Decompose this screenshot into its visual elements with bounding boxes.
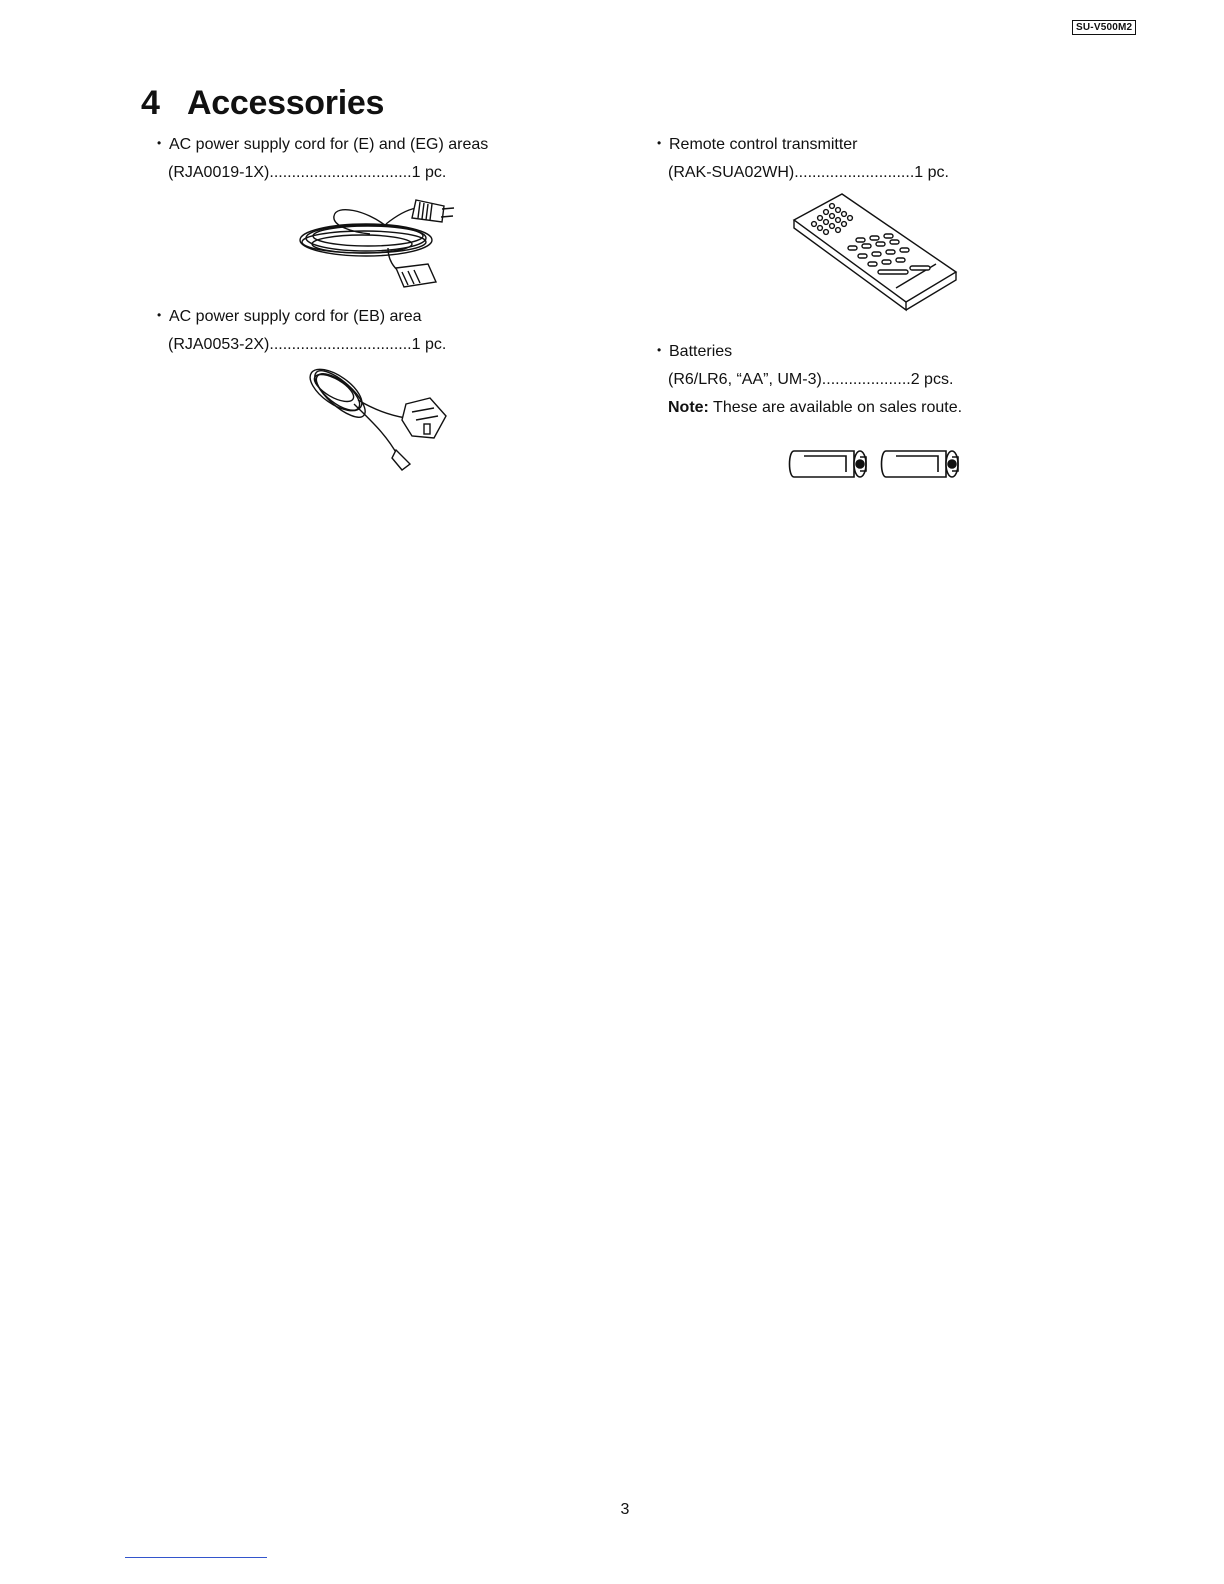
- uk-power-cord-icon: [298, 364, 454, 477]
- item-part-number: (RAK-SUA02WH)...........................1 pc.: [668, 164, 949, 181]
- bullet: •: [157, 308, 162, 322]
- section-number: 4: [141, 84, 160, 122]
- item-remote-name-line: [657, 136, 858, 154]
- euro-power-cord-icon: [296, 194, 456, 295]
- item-note: [668, 399, 962, 417]
- bullet: •: [157, 136, 162, 150]
- item-name: Remote control transmitter: [669, 136, 858, 153]
- page-number: 3: [620, 1501, 630, 1518]
- item-name: AC power supply cord for (EB) area: [169, 308, 422, 325]
- remote-control-icon: [786, 190, 962, 335]
- bullet: •: [657, 343, 662, 357]
- section-heading: Accessories: [187, 84, 385, 122]
- footer-rule: [125, 1557, 267, 1558]
- note-text: These are available on sales route.: [708, 399, 963, 416]
- item-part-number: (RJA0019-1X)................................1 pc.: [168, 164, 447, 181]
- item-euro-cord-name-line: [157, 136, 488, 154]
- note-label: Note:: [668, 399, 709, 416]
- item-part-number: (R6/LR6, “AA”, UM-3)....................2 pcs.: [668, 371, 954, 388]
- item-batteries-name-line: [657, 343, 732, 361]
- item-uk-cord-name-line: [157, 308, 422, 326]
- item-part-number: (RJA0053-2X)................................1 pc.: [168, 336, 447, 353]
- item-name: Batteries: [669, 343, 733, 360]
- model-tag: SU-V500M2: [1072, 20, 1136, 35]
- item-name: AC power supply cord for (E) and (EG) areas: [169, 136, 489, 153]
- section-title: [141, 84, 384, 123]
- battery-icon: [786, 448, 964, 485]
- bullet: •: [657, 136, 662, 150]
